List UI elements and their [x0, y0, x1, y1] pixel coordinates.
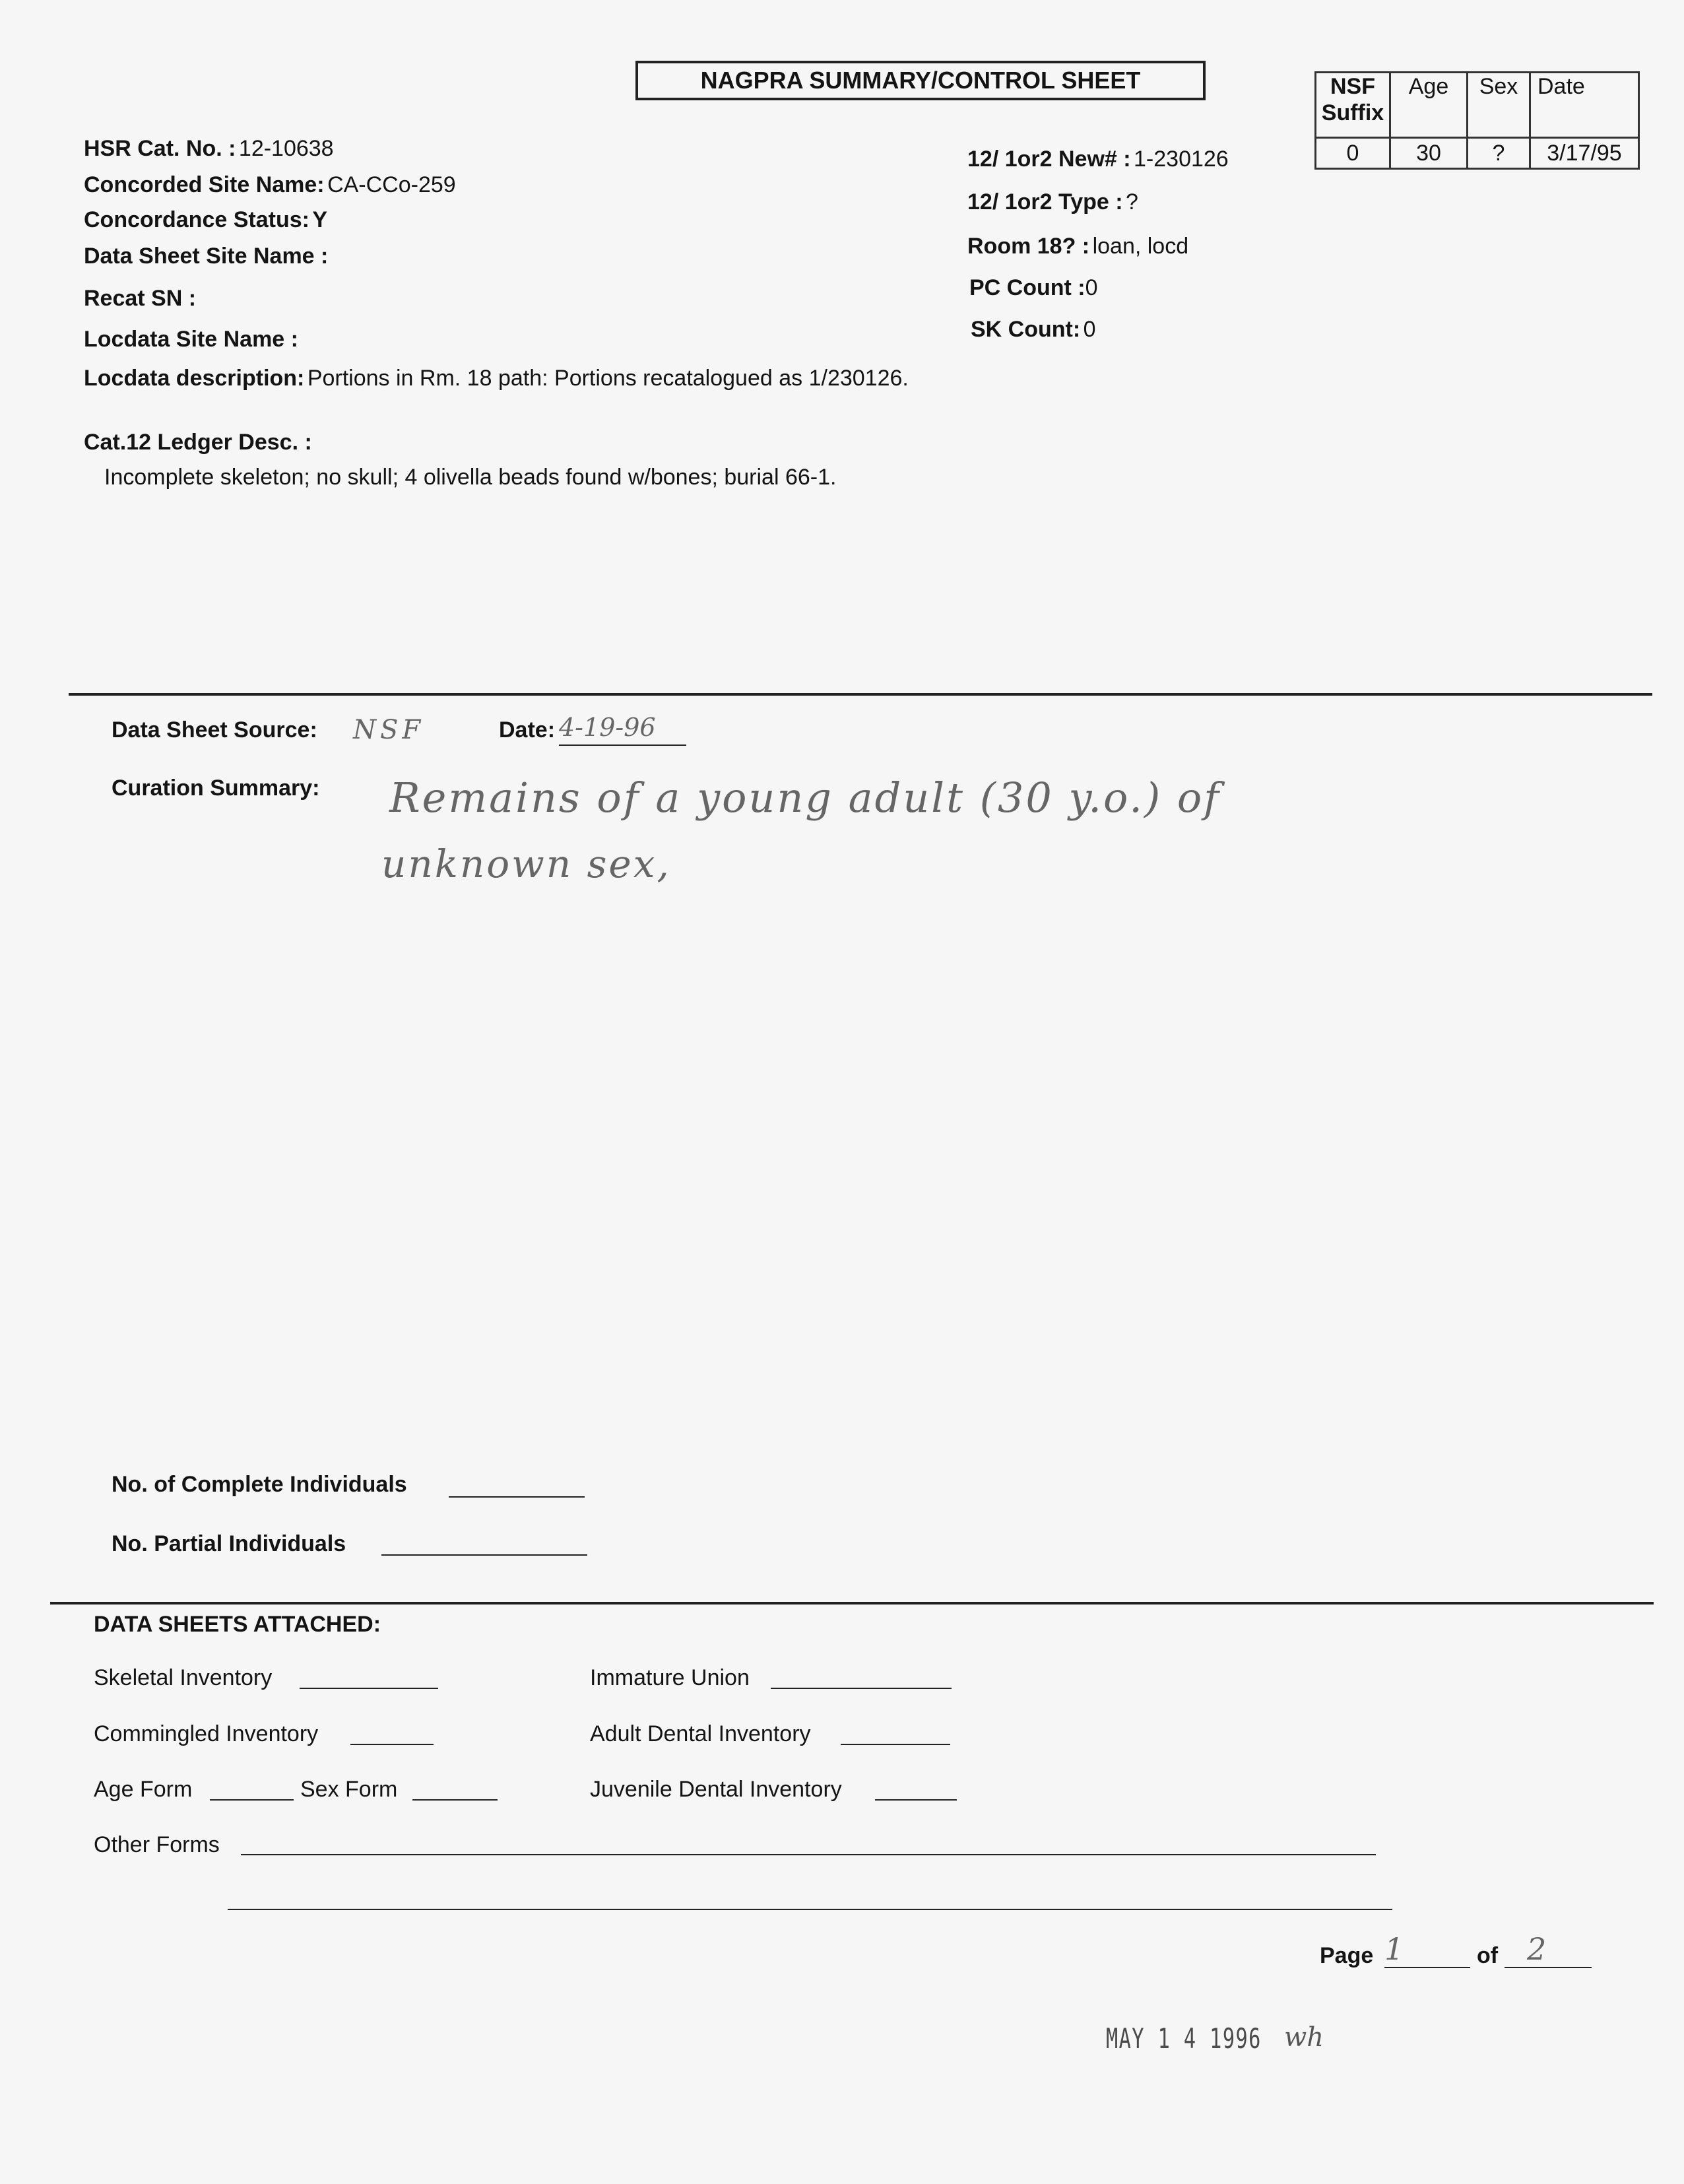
other-forms-blank: [241, 1854, 1376, 1855]
locdata-site-label: Locdata Site Name :: [84, 327, 298, 352]
room-18-label: Room 18? :: [967, 234, 1090, 259]
nsf-summary-table: [1314, 71, 1640, 170]
juvenile-dental-inventory-blank: [875, 1799, 957, 1801]
type-field: [967, 189, 1138, 215]
immature-union-label: Immature Union: [590, 1665, 750, 1690]
date-cell: 3/17/95: [1530, 138, 1639, 169]
ledger-desc-value: Incomplete skeleton; no skull; 4 olivella beads found w/bones; burial 66-1.: [104, 465, 837, 490]
nsf-suffix-header: NSF Suffix: [1316, 73, 1390, 138]
skeletal-inventory-blank: [300, 1688, 438, 1689]
sex-form-label: Sex Form: [300, 1777, 398, 1802]
curation-summary-line-1: Remains of a young adult (30 y.o.) of: [389, 774, 1221, 822]
commingled-inventory-blank: [350, 1744, 434, 1745]
received-date-stamp: MAY 1 4 1996: [1106, 2022, 1262, 2055]
age-form-label: Age Form: [94, 1777, 193, 1802]
section-divider-top: [69, 693, 1652, 696]
sk-count-label: SK Count:: [971, 317, 1081, 342]
form-title: NAGPRA SUMMARY/CONTROL SHEET: [635, 61, 1206, 100]
data-sheet-source-label: Data Sheet Source:: [112, 717, 317, 743]
pc-count-value: 0: [1085, 275, 1098, 300]
section-divider-bottom: [50, 1602, 1654, 1605]
page-total-value: 2: [1505, 1931, 1592, 1968]
locdata-description-field: [84, 366, 909, 391]
sex-form-blank: [412, 1799, 498, 1801]
partial-individuals-blank: [381, 1554, 587, 1556]
page-number-value: 1: [1384, 1931, 1470, 1968]
age-form-blank: [210, 1799, 294, 1801]
adult-dental-inventory-blank: [841, 1744, 950, 1745]
concorded-site-value: CA-CCo-259: [327, 172, 456, 197]
concorded-site-field: [84, 172, 456, 198]
recat-sn-label: Recat SN :: [84, 286, 197, 311]
locdata-description-label: Locdata description:: [84, 366, 305, 391]
type-value: ?: [1126, 189, 1138, 215]
commingled-inventory-label: Commingled Inventory: [94, 1721, 319, 1746]
curation-summary-line-2: unknown sex,: [381, 842, 671, 886]
adult-dental-inventory-label: Adult Dental Inventory: [590, 1721, 811, 1746]
sk-count-value: 0: [1083, 317, 1096, 342]
complete-individuals-label: No. of Complete Individuals: [112, 1472, 407, 1497]
page-label: Page: [1320, 1943, 1374, 1968]
hsr-cat-label: HSR Cat. No. :: [84, 136, 236, 161]
complete-individuals-blank: [449, 1496, 585, 1498]
sex-cell: ?: [1468, 138, 1530, 169]
other-forms-label: Other Forms: [94, 1832, 220, 1857]
partial-individuals-label: No. Partial Individuals: [112, 1531, 346, 1556]
data-sheets-attached-heading: DATA SHEETS ATTACHED:: [94, 1612, 381, 1637]
hsr-cat-field: [84, 136, 334, 162]
type-label: 12/ 1or2 Type :: [967, 189, 1123, 215]
of-label: of: [1477, 1943, 1499, 1968]
concordance-status-label: Concordance Status:: [84, 207, 309, 232]
source-date-label: Date:: [499, 717, 556, 743]
initials-mark: wh: [1284, 2022, 1324, 2053]
new-number-label: 12/ 1or2 New# :: [967, 147, 1131, 172]
curation-summary-label: Curation Summary:: [112, 776, 320, 801]
new-number-field: [967, 147, 1229, 172]
juvenile-dental-inventory-label: Juvenile Dental Inventory: [590, 1777, 842, 1802]
data-sheet-site-label: Data Sheet Site Name :: [84, 244, 329, 269]
immature-union-blank: [771, 1688, 952, 1689]
locdata-description-value: Portions in Rm. 18 path: Portions recatalogued as 1/230126.: [307, 366, 909, 391]
age-header: Age: [1390, 73, 1468, 138]
nsf-suffix-cell: 0: [1316, 138, 1390, 169]
source-date-value: 4-19-96: [559, 713, 686, 746]
sk-count-field: [971, 317, 1096, 343]
hsr-cat-value: 12-10638: [238, 136, 334, 161]
skeletal-inventory-label: Skeletal Inventory: [94, 1665, 273, 1690]
pc-count-label: PC Count :: [969, 275, 1085, 300]
pc-count-field: [969, 275, 1098, 301]
new-number-value: 1-230126: [1134, 147, 1229, 172]
concorded-site-label: Concorded Site Name:: [84, 172, 325, 197]
date-header: Date: [1530, 73, 1639, 138]
data-sheet-source-value: NSF: [353, 715, 425, 745]
concordance-status-value: Y: [312, 207, 328, 232]
concordance-status-field: [84, 207, 327, 233]
room-18-field: [967, 234, 1188, 259]
ledger-desc-label: Cat.12 Ledger Desc. :: [84, 430, 312, 455]
room-18-value: loan, locd: [1092, 234, 1189, 259]
age-cell: 30: [1390, 138, 1468, 169]
other-forms-blank-2: [228, 1909, 1392, 1910]
sex-header: Sex: [1468, 73, 1530, 138]
